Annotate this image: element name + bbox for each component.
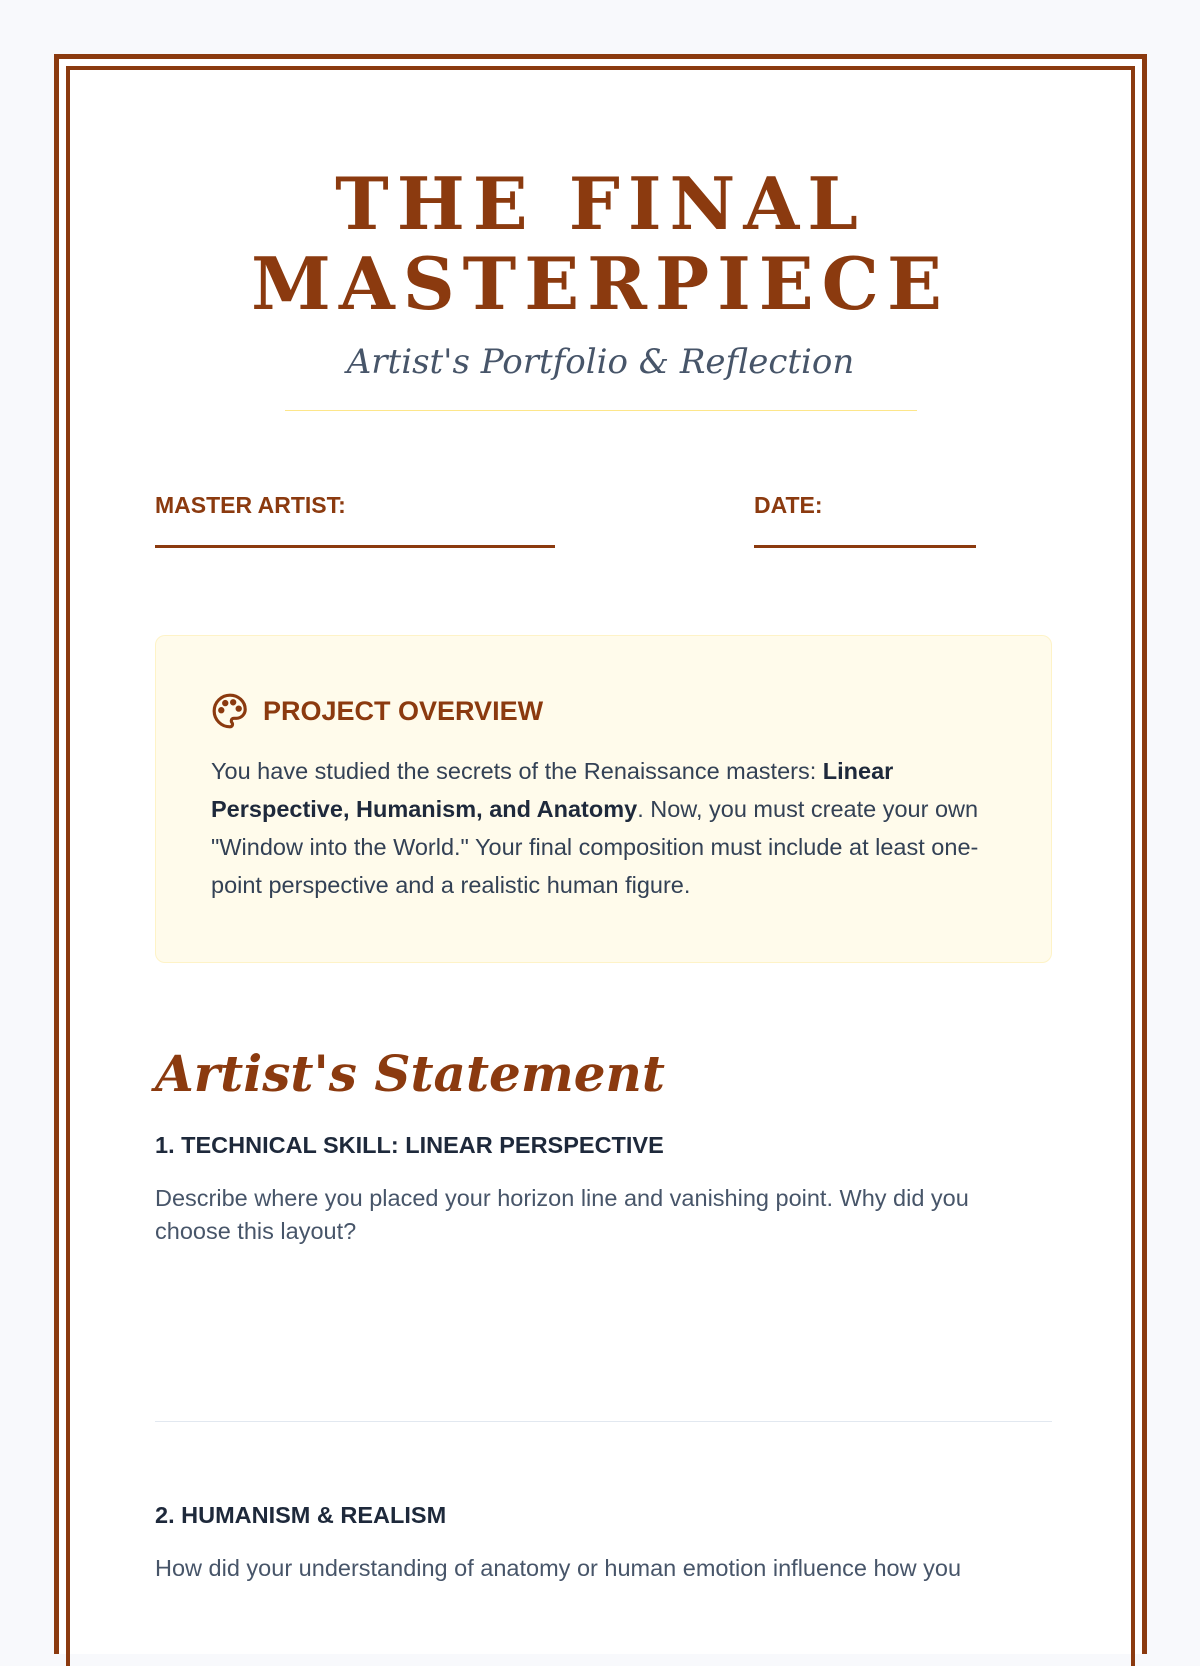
question-2-title: 2. HUMANISM & REALISM	[155, 1502, 447, 1528]
overview-text-instructions: . Now, you must create your own "Window into the World." Your final composition must include at least one-point perspective and a realistic human figure.	[211, 796, 979, 898]
palette-icon	[211, 692, 249, 730]
question-1-title: 1. TECHNICAL SKILL: LINEAR PERSPECTIVE	[155, 1132, 664, 1158]
title-line-2: MASTERPIECE	[251, 241, 950, 326]
question-2-prompt: How did your understanding of anatomy or human emotion influence how you	[155, 1555, 962, 1581]
page-subtitle: Artist's Portfolio & Reflection	[346, 342, 855, 382]
page-title	[59, 161, 1142, 326]
overview-text	[211, 752, 991, 904]
overview-text-intro: You have studied the secrets of the Renaissance masters:	[211, 758, 823, 784]
title-divider	[285, 410, 917, 411]
overview-text-key-concepts: Linear Perspective, Humanism, and Anatomy	[211, 758, 894, 822]
date-line[interactable]	[754, 545, 976, 548]
date-field-label: DATE:	[754, 492, 823, 518]
artist-name-line[interactable]	[155, 545, 555, 548]
overview-title: PROJECT OVERVIEW	[263, 695, 544, 726]
question-1-answer-divider	[155, 1421, 1052, 1422]
artist-field-label: MASTER ARTIST:	[155, 492, 346, 518]
overview-header	[211, 691, 543, 731]
question-1-prompt: Describe where you placed your horizon line and vanishing point. Why did you choose this layout?	[155, 1185, 969, 1244]
project-overview-box	[155, 635, 1052, 963]
artists-statement-heading: Artist's Statement	[155, 1044, 666, 1103]
title-line-1: THE FINAL	[335, 161, 866, 246]
worksheet-page	[54, 54, 1147, 1654]
